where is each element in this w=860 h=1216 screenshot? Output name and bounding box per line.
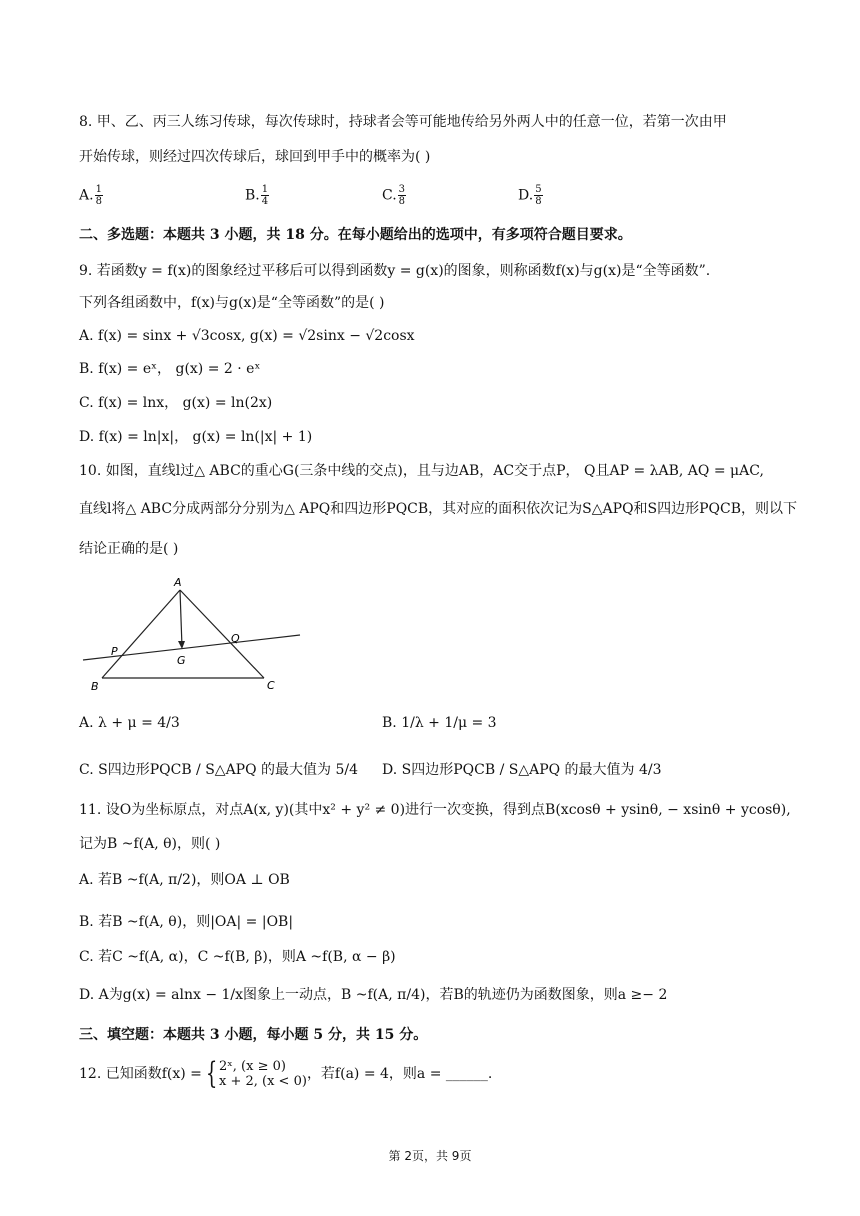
label-p: P — [111, 645, 118, 658]
q9-option-d: D. f(x) = ln|x|， g(x) = ln(|x| + 1) — [79, 429, 313, 445]
q9-option-a: A. f(x) = sinx + √3cosx, g(x) = √2sinx − √2cosx — [79, 328, 415, 344]
q10-option-a: A. λ + μ = 4/3 — [79, 715, 180, 731]
q9-line2: 下列各组函数中，f(x)与g(x)是“全等函数”的是( ) — [79, 295, 385, 311]
q10-triangle-figure — [78, 575, 308, 695]
q8-option-a: A. $\frac{1}{8}$ — [79, 184, 102, 207]
q8-line2: 开始传球，则经过四次传球后，球回到甲手中的概率为( ) — [79, 149, 431, 165]
label-a: A — [174, 576, 182, 589]
page-footer: 第 2页，共 9页 — [388, 1149, 472, 1163]
label-c: C — [267, 679, 275, 692]
q9-option-b: B. f(x) = eˣ， g(x) = 2 · eˣ — [79, 361, 261, 377]
q8-line1: 8. 甲、乙、丙三人练习传球，每次传球时，持球者会等可能地传给另外两人中的任意一位，若第一次由甲 — [79, 114, 727, 130]
segment-ab — [102, 590, 180, 678]
q11-option-a: A. 若B ~f(A, π/2)，则OA ⊥ OB — [79, 872, 290, 888]
brace-symbol: { — [205, 1056, 218, 1091]
q8-option-b: B. $\frac{1}{4}$ — [245, 184, 269, 207]
label-q: Q — [231, 632, 240, 645]
q10-option-c: C. S四边形PQCB / S△APQ 的最大值为 5/4 — [79, 762, 359, 778]
q9-option-c: C. f(x) = lnx， g(x) = ln(2x) — [79, 395, 273, 411]
q11-option-c: C. 若C ~f(A, α)，C ~f(B, β)，则A ~f(B, α − β) — [79, 949, 396, 965]
section-heading-fill-in: 三、填空题：本题共 3 小题，每小题 5 分，共 15 分。 — [79, 1027, 428, 1043]
q12-line: 12. 已知函数f(x) = { 2ˣ, (x ≥ 0) x + 2, (x < 0) ，若f(a) = 4，则a = ______. — [79, 1056, 493, 1091]
median-ag — [180, 590, 182, 647]
q11-line2: 记为B ~f(A, θ)，则( ) — [79, 836, 221, 852]
q10-line1: 10. 如图，直线l过△ ABC的重心G(三条中线的交点)，且与边AB，AC交于点P， Q且AP = λAB, AQ = μAC, — [79, 463, 764, 479]
q11-option-d: D. A为g(x) = alnx − 1/x图象上一动点，B ~f(A, π/4)，若B的轨迹仍为函数图象，则a ≥− 2 — [79, 987, 668, 1003]
label-b: B — [91, 680, 99, 693]
q10-option-b: B. 1/λ + 1/μ = 3 — [382, 715, 497, 731]
q10-line3: 结论正确的是( ) — [79, 541, 179, 557]
segment-ac — [180, 590, 264, 678]
q9-line1: 9. 若函数y = f(x)的图象经过平移后可以得到函数y = g(x)的图象，则称函数f(x)与g(x)是“全等函数”. — [79, 263, 711, 279]
q10-option-d: D. S四边形PQCB / S△APQ 的最大值为 4/3 — [382, 762, 662, 778]
q11-option-b: B. 若B ~f(A, θ)，则|OA| = |OB| — [79, 914, 294, 930]
q10-line2: 直线l将△ ABC分成两部分分别为△ APQ和四边形PQCB，其对应的面积依次记为S△APQ和S四边形PQCB，则以下 — [79, 501, 798, 517]
q11-line1: 11. 设O为坐标原点，对点A(x, y)(其中x² + y² ≠ 0)进行一次变换，得到点B(xcosθ + ysinθ, − xsinθ + ycosθ), — [79, 802, 791, 818]
q8-option-c: C. $\frac{3}{8}$ — [382, 184, 406, 207]
label-g: G — [177, 654, 186, 667]
q8-option-d: D. $\frac{5}{8}$ — [518, 184, 542, 207]
section-heading-multiple-choice: 二、多选题：本题共 3 小题，共 18 分。在每小题给出的选项中，有多项符合题目要求。 — [79, 227, 632, 243]
